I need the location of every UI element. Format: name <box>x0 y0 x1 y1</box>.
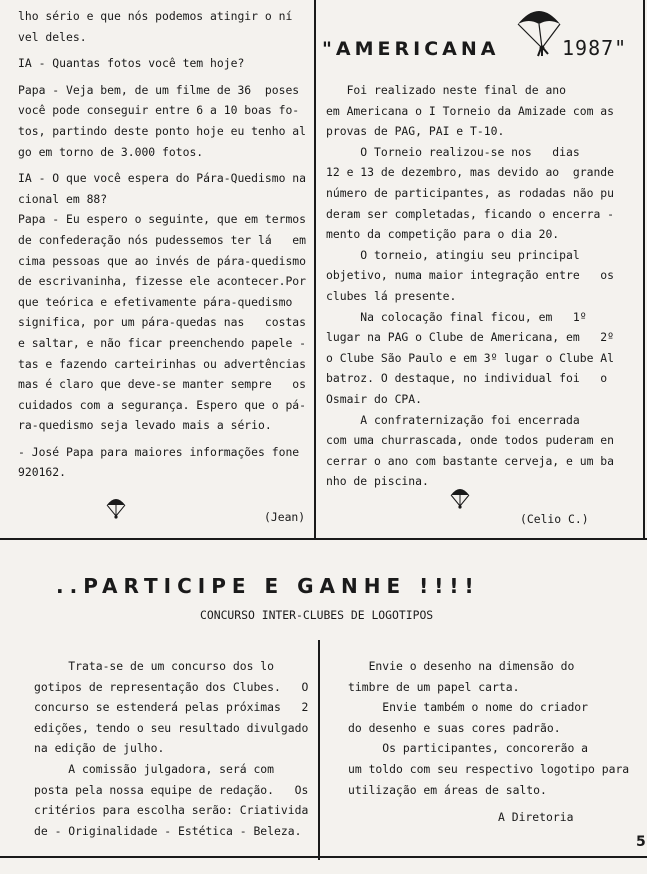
text-line: Papa - Eu espero o seguinte, que em termos <box>18 212 307 227</box>
text-line: Envie também o nome do criador <box>348 700 589 715</box>
text-line: A comissão julgadora, será com <box>34 761 275 776</box>
text-line: clubes lá presente. <box>326 288 457 303</box>
contest-right-column <box>348 656 630 800</box>
americana-title: "AMERICANA <box>322 38 500 60</box>
text-line: concurso se estenderá pelas próximas 2 <box>34 700 309 715</box>
text-line: cima pessoas que ao invés de pára-quedismo <box>18 253 307 268</box>
column-divider-top <box>314 0 316 540</box>
contest-subtitle: CONCURSO INTER-CLUBES DE LOGOTIPOS <box>200 608 434 622</box>
contest-signature: A Diretoria <box>498 810 574 824</box>
text-line: IA - Quantas fotos você tem hoje? <box>18 56 245 71</box>
text-line: critérios para escolha serão: Criativida <box>34 803 309 818</box>
text-line: utilização em áreas de salto. <box>348 782 547 797</box>
bottom-rule <box>0 856 647 858</box>
page-number: 5 <box>636 834 646 850</box>
parachute-icon <box>450 486 470 510</box>
text-line: Na colocação final ficou, em 1º <box>326 309 587 324</box>
text-line: 920162. <box>18 465 67 480</box>
text-line: provas de PAG, PAI e T-10. <box>326 124 505 139</box>
text-line: objetivo, numa maior integração entre os <box>326 268 615 283</box>
text-line: 12 e 13 de dezembro, mas devido ao grande <box>326 165 615 180</box>
text-line: na edição de julho. <box>34 741 165 756</box>
text-line: nho de piscina. <box>326 474 429 489</box>
text-line: batroz. O destaque, no individual foi o <box>326 371 608 386</box>
text-line: vel deles. <box>18 29 87 44</box>
text-line: O Torneio realizou-se nos dias <box>326 144 580 159</box>
text-line: o Clube São Paulo e em 3º lugar o Clube Al <box>326 350 615 365</box>
text-line: go em torno de 3.000 fotos. <box>18 144 204 159</box>
text-line: com uma churrascada, onde todos puderam en <box>326 433 615 448</box>
text-line: IA - O que você espera do Pára-Quedismo na <box>18 171 307 186</box>
text-line: A confraternização foi encerrada <box>326 412 580 427</box>
text-line: Osmair do CPA. <box>326 391 423 406</box>
text-line: Trata-se de um concurso dos lo <box>34 659 275 673</box>
text-line: deram ser completadas, ficando o encerra - <box>326 206 615 221</box>
americana-year: 1987" <box>562 36 628 60</box>
text-line: Papa - Veja bem, de um filme de 36 poses <box>18 82 300 97</box>
participe-title: ..PARTICIPE E GANHE !!!! <box>56 574 480 598</box>
text-line: número de participantes, as rodadas não pu <box>326 185 615 200</box>
text-line: timbre de um papel carta. <box>348 679 520 694</box>
section-divider <box>0 538 647 540</box>
text-line: de escrivaninha, fizesse ele acontecer.Por <box>18 274 307 289</box>
text-line: Foi realizado neste final de ano <box>326 83 567 97</box>
text-line: mento da competição para o dia 20. <box>326 227 560 242</box>
interview-column <box>18 6 308 483</box>
interview-signature: (Jean) <box>264 510 306 524</box>
text-line: do desenho e suas cores padrão. <box>348 720 561 735</box>
text-line: significa, por um pára-quedas nas costas <box>18 315 307 330</box>
text-line: cuidados com a segurança. Espero que o pá- <box>18 397 307 412</box>
column-divider-right-edge <box>643 0 645 540</box>
text-line: um toldo com seu respectivo logotipo para <box>348 761 630 776</box>
parachute-icon <box>106 496 126 520</box>
contest-left-column <box>34 656 309 841</box>
text-line: de confederação nós pudessemos ter lá em <box>18 232 307 247</box>
text-line: você pode conseguir entre 6 a 10 boas fo- <box>18 103 300 118</box>
text-line: Os participantes, concorerão a <box>348 741 589 756</box>
text-line: e saltar, e não ficar preenchendo papele - <box>18 335 307 350</box>
text-line: cerrar o ano com bastante cerveja, e um ba <box>326 453 615 468</box>
text-line: cional em 88? <box>18 191 108 206</box>
text-line: tas e fazendo carteirinhas ou advertências <box>18 356 307 371</box>
parachute-icon <box>516 4 562 60</box>
text-line: mas é claro que deve-se manter sempre os <box>18 377 307 392</box>
text-line: ra-quedismo seja levado mais a sério. <box>18 418 272 433</box>
americana-column <box>326 80 631 492</box>
text-line: de - Originalidade - Estética - Beleza. <box>34 823 302 838</box>
column-divider-bottom <box>318 640 320 860</box>
text-line: posta pela nossa equipe de redação. Os <box>34 782 309 797</box>
americana-signature: (Celio C.) <box>520 512 589 526</box>
text-line: que teórica e efetivamente pára-quedismo <box>18 294 293 309</box>
text-line: - José Papa para maiores informações fone <box>18 444 300 459</box>
text-line: lugar na PAG o Clube de Americana, em 2º <box>326 330 615 345</box>
text-line: edições, tendo o seu resultado divulgado <box>34 720 309 735</box>
text-line: Envie o desenho na dimensão do <box>348 659 575 673</box>
text-line: tos, partindo deste ponto hoje eu tenho al <box>18 123 307 138</box>
text-line: gotipos de representação dos Clubes. O <box>34 679 309 694</box>
text-line: O torneio, atingiu seu principal <box>326 247 580 262</box>
text-line: lho sério e que nós podemos atingir o ní <box>18 9 293 23</box>
text-line: em Americana o I Torneio da Amizade com as <box>326 103 615 118</box>
